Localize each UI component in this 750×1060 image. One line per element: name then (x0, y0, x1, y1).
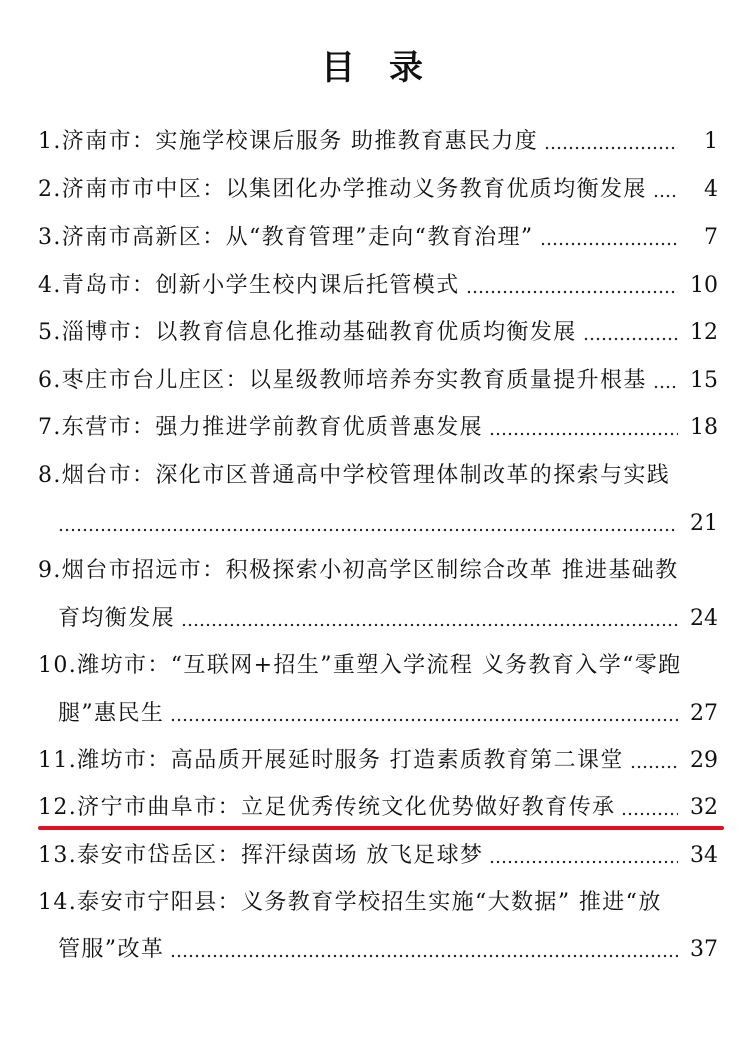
toc-entry-title: 4.青岛市：创新小学生校内课后托管模式 (38, 273, 460, 298)
dot-leader (170, 930, 678, 970)
dot-leader (170, 694, 678, 734)
toc-page-number: 34 (690, 843, 718, 868)
toc-page-number: 1 (704, 129, 718, 154)
dot-leader (58, 504, 678, 544)
dot-leader (489, 408, 678, 448)
toc-entry-1[interactable] (38, 122, 718, 162)
dot-leader (653, 170, 678, 210)
toc-entry-7[interactable] (38, 408, 718, 448)
toc-entry-5[interactable] (38, 313, 718, 353)
toc-page-number: 27 (690, 701, 718, 726)
toc-entry-title: 14.泰安市宁阳县：义务教育学校招生实施“大数据” 推进“放 (38, 890, 662, 915)
title-char-1: 目 (321, 48, 361, 88)
toc-page-number: 18 (690, 415, 718, 440)
dot-leader (583, 313, 678, 353)
toc-page-number: 10 (690, 273, 718, 298)
toc-page-number: 21 (690, 511, 718, 536)
toc-page-number: 29 (690, 748, 718, 773)
toc-entry-14[interactable] (38, 883, 718, 923)
toc-page-number: 37 (690, 937, 718, 962)
toc-entry-6[interactable] (38, 361, 718, 401)
toc-entry-9-continuation[interactable] (58, 599, 718, 639)
toc-entry-title: 12.济宁市曲阜市：立足优秀传统文化优势做好教育传承 (38, 795, 616, 820)
toc-entry-title: 5.淄博市：以教育信息化推动基础教育优质均衡发展 (38, 320, 577, 345)
toc-page-number: 24 (690, 606, 718, 631)
toc-page-number: 15 (690, 368, 718, 393)
toc-entry-title-continued: 育均衡发展 (58, 606, 176, 631)
toc-page-number: 4 (704, 177, 718, 202)
toc-entry-13[interactable] (38, 836, 718, 876)
toc-entry-title-continued: 管服”改革 (58, 937, 165, 962)
title-char-2: 录 (389, 48, 429, 88)
dot-leader (544, 122, 678, 162)
dot-leader (540, 218, 678, 258)
toc-entry-title-continued: 腿”惠民生 (58, 701, 165, 726)
toc-page-number: 12 (690, 320, 718, 345)
dot-leader (489, 836, 678, 876)
toc-entry-9[interactable] (38, 551, 718, 591)
toc-entry-title: 1.济南市：实施学校课后服务 助推教育惠民力度 (38, 129, 539, 154)
toc-entry-title: 13.泰安市岱岳区：挥汗绿茵场 放飞足球梦 (38, 843, 484, 868)
toc-entry-title: 9.烟台市招远市：积极探索小初高学区制综合改革 推进基础教 (38, 558, 679, 583)
toc-entry-4[interactable] (38, 266, 718, 306)
toc-entry-title: 3.济南市高新区：从“教育管理”走向“教育治理” (38, 225, 534, 250)
toc-entry-2[interactable] (38, 170, 718, 210)
toc-entry-10-continuation[interactable] (58, 694, 718, 734)
toc-page-number: 32 (690, 795, 718, 820)
toc-entry-14-continuation[interactable] (58, 930, 718, 970)
toc-entry-title: 11.潍坊市：高品质开展延时服务 打造素质教育第二课堂 (38, 748, 624, 773)
dot-leader (653, 361, 678, 401)
toc-entry-8-continuation[interactable] (58, 504, 718, 544)
toc-entry-12[interactable] (38, 788, 718, 828)
toc-entry-title: 10.潍坊市：“互联网+招生”重塑入学流程 义务教育入学“零跑 (38, 653, 682, 678)
dot-leader (466, 266, 678, 306)
toc-page-number: 7 (704, 225, 718, 250)
toc-entry-8[interactable] (38, 456, 718, 496)
toc-entry-title: 7.东营市：强力推进学前教育优质普惠发展 (38, 415, 483, 440)
toc-entry-title: 6.枣庄市台儿庄区：以星级教师培养夯实教育质量提升根基 (38, 368, 647, 393)
toc-entry-10[interactable] (38, 646, 718, 686)
red-highlight-underline (38, 826, 724, 830)
dot-leader (630, 741, 678, 781)
toc-entry-3[interactable] (38, 218, 718, 258)
dot-leader (621, 788, 678, 828)
toc-entry-title: 2.济南市市中区：以集团化办学推动义务教育优质均衡发展 (38, 177, 647, 202)
toc-entry-11[interactable] (38, 741, 718, 781)
toc-entry-title: 8.烟台市：深化市区普通高中学校管理体制改革的探索与实践 (38, 463, 671, 488)
dot-leader (181, 599, 678, 639)
